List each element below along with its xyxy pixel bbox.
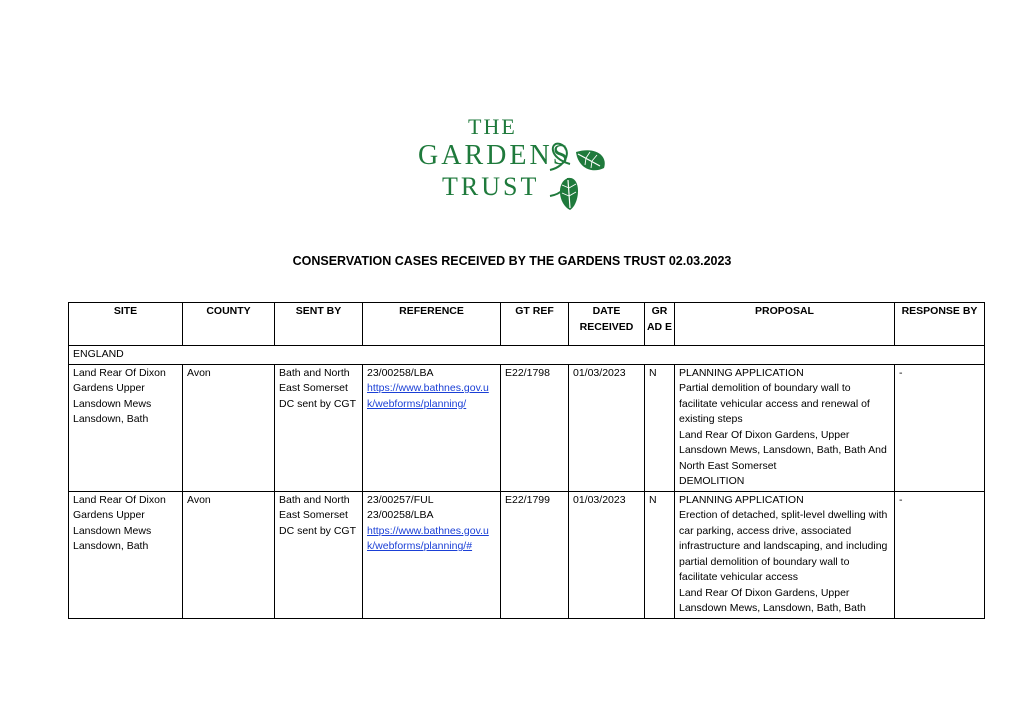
header-response-by: RESPONSE BY bbox=[895, 303, 985, 346]
row-response: - bbox=[895, 364, 985, 491]
header-grade: GR AD E bbox=[645, 303, 675, 346]
section-row bbox=[69, 346, 985, 365]
row-date: 01/03/2023 bbox=[569, 491, 645, 618]
document-title: CONSERVATION CASES RECEIVED BY THE GARDENS TRUST 02.03.2023 bbox=[292, 254, 732, 268]
proposal-type: PLANNING APPLICATION bbox=[679, 366, 804, 379]
row-reference bbox=[363, 491, 501, 618]
header-sent-by: SENT BY bbox=[275, 303, 363, 346]
row-county: Avon bbox=[183, 364, 275, 491]
logo-line-trust: TRUST bbox=[442, 172, 540, 201]
header-site: SITE bbox=[69, 303, 183, 346]
reference-number: 23/00257/FUL bbox=[367, 493, 434, 506]
section-england: ENGLAND bbox=[69, 346, 985, 365]
proposal-description: Partial demolition of boundary wall to facilitate vehicular access and renewal of existing steps bbox=[679, 382, 870, 425]
row-site: Land Rear Of Dixon Gardens Upper Lansdown Mews Lansdown, Bath bbox=[69, 364, 183, 491]
table-header-row bbox=[69, 303, 985, 346]
row-sent-by: Bath and North East Somerset DC sent by CGT bbox=[275, 364, 363, 491]
row-site: Land Rear Of Dixon Gardens Upper Lansdown Mews Lansdown, Bath bbox=[69, 491, 183, 618]
proposal-address: Land Rear Of Dixon Gardens, Upper Lansdown Mews, Lansdown, Bath, Bath bbox=[679, 586, 866, 614]
planning-link[interactable]: https://www.bathnes.gov.uk/webforms/planning/ bbox=[367, 382, 489, 410]
row-gt-ref: E22/1799 bbox=[501, 491, 569, 618]
row-grade: N bbox=[645, 364, 675, 491]
logo-line-gardens: GARDENS bbox=[418, 140, 572, 171]
row-sent-by: Bath and North East Somerset DC sent by CGT bbox=[275, 491, 363, 618]
row-proposal bbox=[675, 491, 895, 618]
row-county: Avon bbox=[183, 491, 275, 618]
proposal-description: Erection of detached, split-level dwelling with car parking, access drive, associated infrastructure and landscaping, and including partial demolition of boundary wall to facilitate vehicular access bbox=[679, 509, 888, 583]
header-proposal: PROPOSAL bbox=[675, 303, 895, 346]
header-date-received: DATE RECEIVED bbox=[569, 303, 645, 346]
header-reference: REFERENCE bbox=[363, 303, 501, 346]
row-date: 01/03/2023 bbox=[569, 364, 645, 491]
proposal-type: PLANNING APPLICATION bbox=[679, 493, 804, 506]
logo-line-the: THE bbox=[468, 114, 517, 139]
planning-link[interactable]: https://www.bathnes.gov.uk/webforms/planning/# bbox=[367, 524, 489, 552]
header-gt-ref: GT REF bbox=[501, 303, 569, 346]
row-gt-ref: E22/1798 bbox=[501, 364, 569, 491]
reference-number: 23/00258/LBA bbox=[367, 366, 434, 379]
gardens-trust-logo bbox=[400, 108, 630, 218]
reference-number: 23/00258/LBA bbox=[367, 509, 434, 521]
row-proposal bbox=[675, 364, 895, 491]
header-county: COUNTY bbox=[183, 303, 275, 346]
cases-table bbox=[68, 302, 985, 619]
row-reference bbox=[363, 364, 501, 491]
row-grade: N bbox=[645, 491, 675, 618]
proposal-category: DEMOLITION bbox=[679, 475, 745, 487]
row-response: - bbox=[895, 491, 985, 618]
proposal-address: Land Rear Of Dixon Gardens, Upper Lansdown Mews, Lansdown, Bath, Bath And North East Somerset bbox=[679, 428, 887, 472]
table-row bbox=[69, 491, 985, 618]
table-row bbox=[69, 364, 985, 491]
